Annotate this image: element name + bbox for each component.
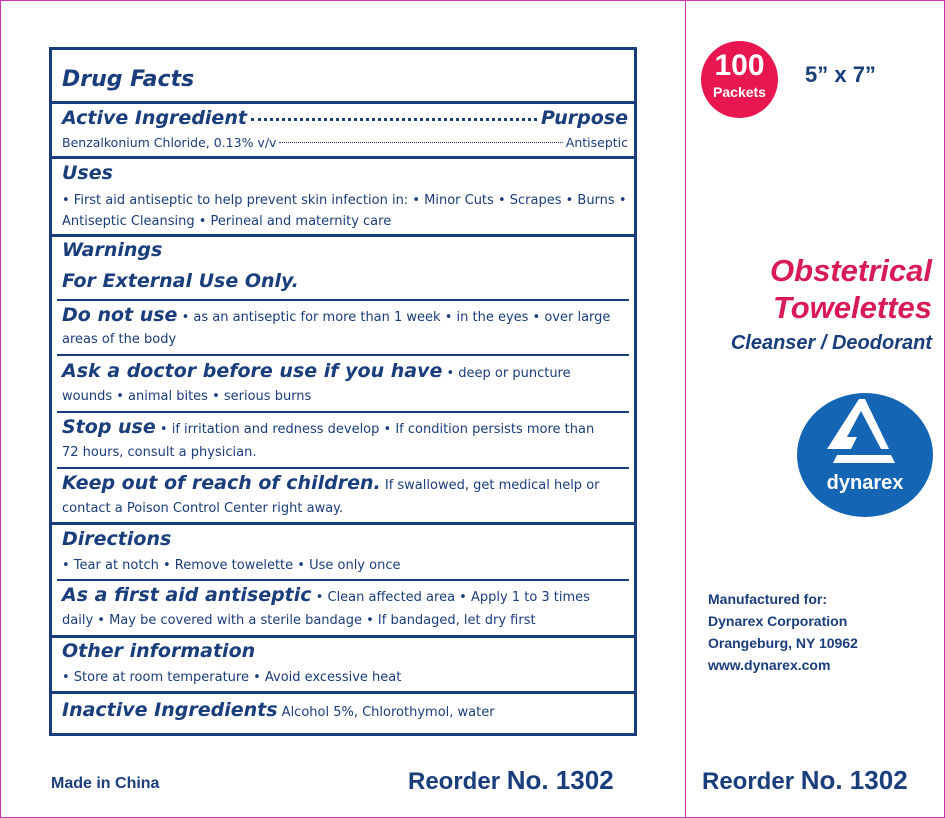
divider: [57, 299, 629, 301]
packet-count: 100: [714, 49, 765, 82]
reorder-number: No. 1302: [800, 765, 908, 795]
packet-label: Packets: [713, 84, 766, 100]
reorder-right: [702, 765, 908, 796]
dot-leader: [251, 118, 537, 121]
keep-out-heading: Keep out of reach of children.: [62, 472, 381, 494]
dynarex-triangle-logo-icon: [797, 393, 933, 517]
other-info-text: • Store at room temperature • Avoid excessive heat: [62, 670, 402, 685]
drug-facts-panel: [49, 47, 637, 736]
active-ingredient-row: [62, 107, 628, 133]
ask-doctor-text: • deep or puncture wounds • animal bites • serious burns: [62, 366, 571, 404]
divider: [52, 234, 634, 237]
directions-heading: Directions: [62, 528, 172, 550]
reorder-left: [408, 765, 614, 796]
divider: [57, 411, 629, 413]
divider: [52, 635, 634, 638]
frame-left-border: [0, 0, 1, 818]
inactive-text: Alcohol 5%, Chlorothymol, water: [281, 705, 495, 720]
ask-doctor-paragraph: [62, 360, 594, 408]
warnings-heading: Warnings: [62, 239, 163, 261]
directions-text: • Tear at notch • Remove towelette • Use only once: [62, 558, 401, 573]
stop-use-heading: Stop use: [62, 416, 156, 438]
reorder-number: No. 1302: [506, 765, 614, 795]
ingredient-row: [62, 132, 628, 153]
panel-divider: [685, 0, 686, 818]
stop-use-paragraph: [62, 416, 614, 464]
packet-count-badge: [701, 41, 778, 118]
other-info-heading: Other information: [62, 640, 256, 662]
divider: [52, 522, 634, 525]
dynarex-logo: [797, 393, 933, 517]
keep-out-paragraph: [62, 472, 628, 520]
reorder-label: Reorder: [702, 768, 795, 795]
ingredient-name: Benzalkonium Chloride, 0.13% v/v: [62, 135, 277, 150]
manufacturer-line1: Manufactured for:: [708, 591, 827, 607]
first-aid-heading: As a first aid antiseptic: [62, 584, 312, 606]
stop-use-text: • if irritation and redness develop • If condition persists more than 72 hours, consult a physician.: [62, 422, 595, 460]
do-not-use-paragraph: [62, 304, 628, 351]
divider: [52, 101, 634, 104]
inactive-heading: Inactive Ingredients: [62, 699, 278, 721]
manufacturer-block: [708, 588, 858, 676]
made-in-label: Made in China: [51, 775, 160, 792]
manufacturer-line3: Orangeburg, NY 10962: [708, 635, 858, 651]
divider: [57, 467, 629, 469]
manufacturer-website: www.dynarex.com: [708, 657, 831, 673]
reorder-label: Reorder: [408, 768, 501, 795]
logo-wordmark: dynarex: [826, 472, 904, 494]
product-name-line2: Towelettes: [772, 290, 932, 325]
divider: [52, 691, 634, 694]
do-not-use-text: • as an antiseptic for more than 1 week • in the eyes • over large areas of the body: [62, 310, 611, 347]
keep-out-text: If swallowed, get medical help or contact a Poison Control Center right away.: [62, 478, 600, 516]
product-subtitle: Cleanser / Deodorant: [730, 332, 932, 354]
divider: [57, 354, 629, 356]
drug-facts-title: Drug Facts: [62, 67, 195, 92]
first-aid-text: • Clean affected area • Apply 1 to 3 times daily • May be covered with a sterile bandage • If bandaged, let dry first: [62, 590, 590, 628]
manufacturer-line2: Dynarex Corporation: [708, 613, 848, 629]
first-aid-paragraph: [62, 584, 606, 632]
ingredient-purpose: Antiseptic: [565, 135, 628, 150]
divider: [57, 579, 629, 581]
towelette-size: 5” x 7”: [805, 62, 876, 87]
active-ingredient-heading: Active Ingredient: [62, 107, 247, 129]
inactive-paragraph: [62, 697, 628, 726]
divider: [52, 156, 634, 159]
uses-heading: Uses: [62, 162, 113, 184]
ask-doctor-heading: Ask a doctor before use if you have: [62, 360, 443, 382]
uses-text: • First aid antiseptic to help prevent skin infection in: • Minor Cuts • Scrapes • Burns • Antiseptic Cleansing • Perineal and maternity care: [62, 193, 627, 229]
do-not-use-heading: Do not use: [62, 304, 178, 326]
frame-top-border: [0, 0, 945, 1]
external-use-heading: For External Use Only.: [62, 270, 299, 292]
purpose-heading: Purpose: [541, 107, 628, 129]
dot-leader: [279, 142, 562, 143]
product-name-line1: Obstetrical: [770, 253, 932, 288]
